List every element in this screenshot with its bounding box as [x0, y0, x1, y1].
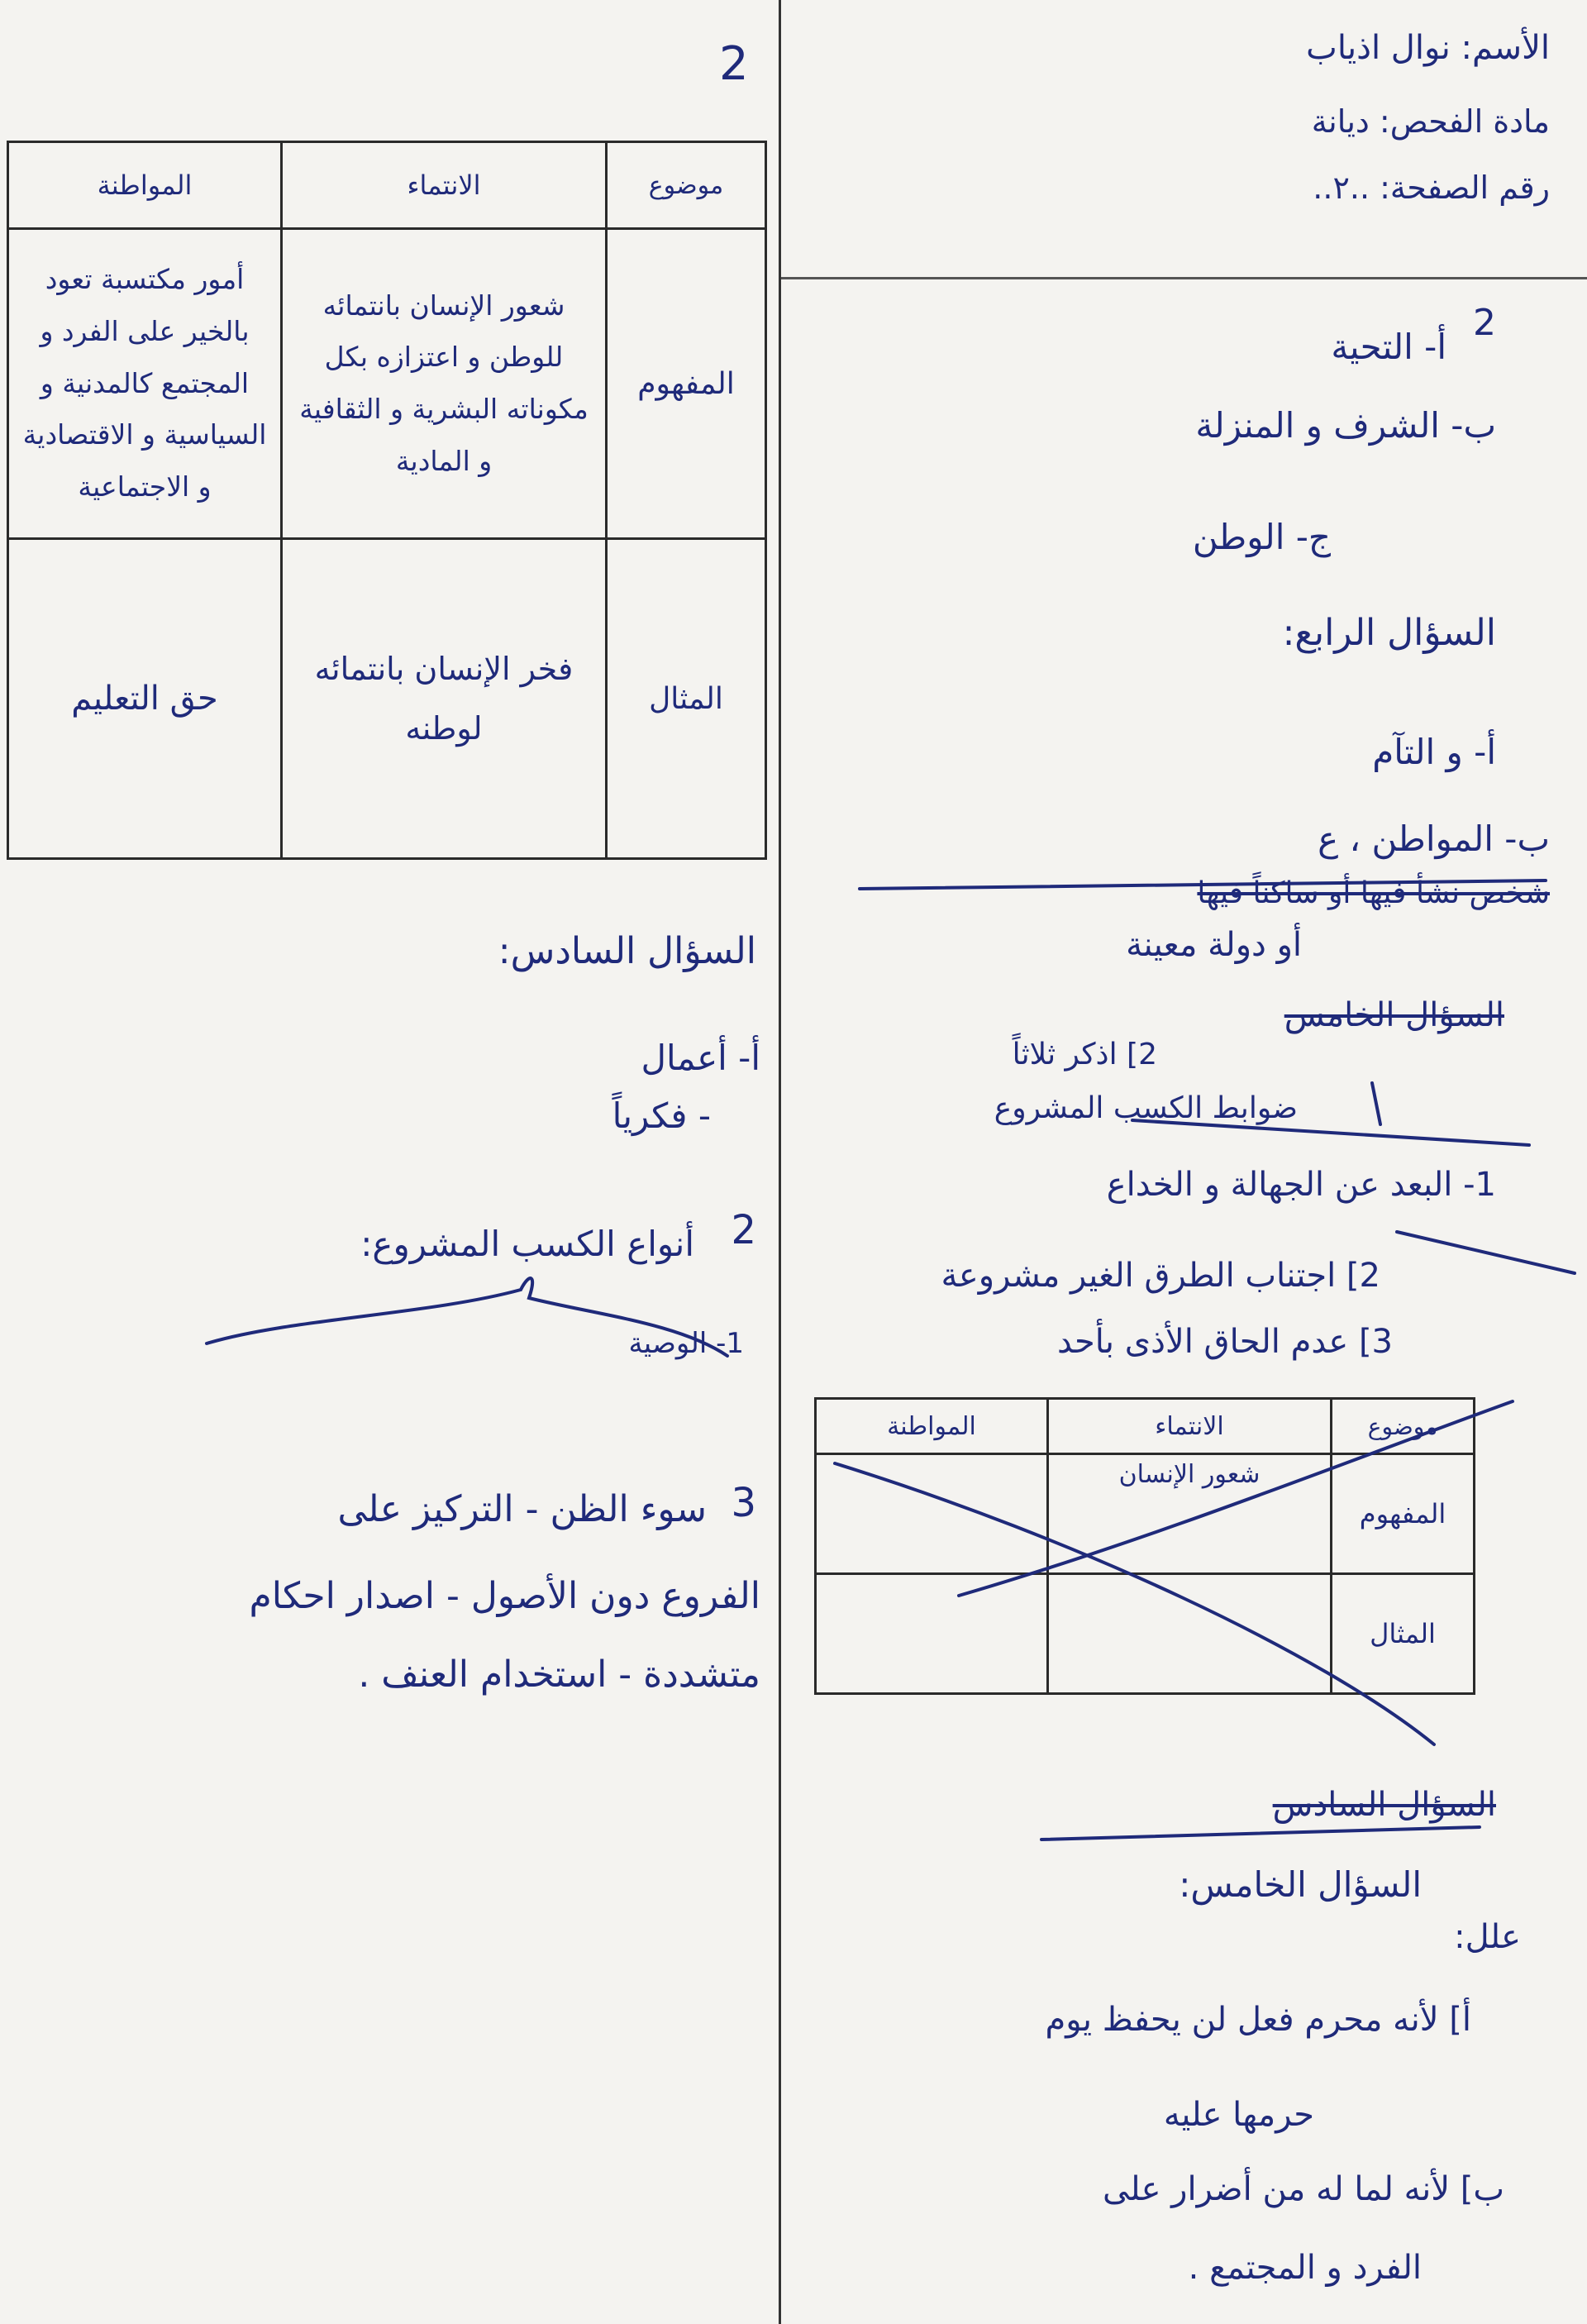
comparison-table [7, 141, 767, 860]
crossed-row-intima: شعور الإنسان [1048, 1454, 1332, 1574]
crossed-row-label: المثال [1332, 1574, 1475, 1694]
crossed-row-intima [1048, 1574, 1332, 1694]
column-divider [779, 0, 781, 2324]
q5-marks: 2] اذكر ثلاثاً [1012, 1038, 1157, 1071]
cell-intima-example: فخر الإنسان بانتمائه لوطنه [282, 539, 607, 859]
left-section-mark: 2 [719, 37, 749, 91]
q5b-title: السؤال الخامس: [1179, 1864, 1422, 1905]
q5-struck-title: السؤال الخامس [1284, 996, 1504, 1034]
crossed-header-muwatana: المواطنة [816, 1399, 1048, 1454]
q3-line-2: الفروع دون الأصول - اصدار احكام [249, 1575, 760, 1617]
q4-struck-text: شخص نشأ فيها أو ساكناً فيها [1197, 876, 1550, 910]
q3-line-3: متشددة - استخدام العنف . [358, 1654, 760, 1696]
q4-title: السؤال الرابع: [1282, 612, 1496, 654]
section-mark: 2 [1473, 302, 1496, 344]
q4-answer-a: أ- و التآم [1372, 732, 1496, 772]
student-name: الأسم: نوال اذياب [1306, 29, 1550, 67]
crossed-header-intima: الانتماء [1048, 1399, 1332, 1454]
types-title: أنواع الكسب المشروع: [360, 1224, 694, 1264]
cell-intima-concept: شعور الإنسان بانتمائه للوطن و اعتزازه بكل مكوناته البشرية و الثقافية و المادية [282, 229, 607, 539]
row-label-example: المثال [607, 539, 766, 859]
q4-continuation: أو دولة معينة [1126, 926, 1302, 964]
table-header-intima: الانتماء [282, 142, 607, 229]
q5-item-1: 1- البعد عن الجهالة و الخداع [1106, 1166, 1496, 1204]
crossed-row-muwatana [816, 1574, 1048, 1694]
q6-answer-a: أ- أعمال [641, 1038, 760, 1078]
crossed-out-table [814, 1397, 1475, 1695]
header-rule [781, 277, 1587, 279]
answer-a: أ- التحية [1331, 327, 1446, 367]
q3-mark: 3 [731, 1480, 756, 1526]
q6-mark: 2 [731, 1207, 756, 1253]
answer-c: ج- الوطن [1192, 517, 1331, 557]
crossed-row-muwatana [816, 1454, 1048, 1574]
q5b-answer-a: أ] لأنه محرم فعل لن يحفظ يوم [1045, 2001, 1471, 2039]
table-header-muwatana: المواطنة [8, 142, 282, 229]
q5-subtitle: ضوابط الكسب المشروع [994, 1091, 1298, 1125]
tick-stroke [1397, 1232, 1575, 1273]
crossed-row-label: المفهوم [1332, 1454, 1475, 1574]
answer-b: ب- الشرف و المنزلة [1195, 405, 1496, 446]
page-number: رقم الصفحة: ..٢.. [1313, 169, 1550, 206]
types-item-1: 1- الوصية [628, 1327, 744, 1360]
strike-line [1041, 1827, 1480, 1840]
q5-item-2: 2] اجتناب الطرق الغير مشروعة [941, 1257, 1380, 1295]
q6-struck-title: السؤال السادس [1272, 1786, 1496, 1824]
q3-line-1: سوء الظن - التركيز على [337, 1488, 707, 1530]
q5b-answer-a-cont: حرمها عليه [1163, 2096, 1314, 2134]
q6-title: السؤال السادس: [498, 930, 756, 972]
q5b-mark: علل: [1454, 1918, 1521, 1956]
cell-muwatana-example: حق التعليم [8, 539, 282, 859]
brace-stroke [1372, 1083, 1380, 1124]
q5-item-3: 3] عدم الحاق الأذى بأحد [1057, 1323, 1393, 1361]
table-header-topic: موضوع [607, 142, 766, 229]
cell-muwatana-concept: أمور مكتسبة تعود بالخير على الفرد و المجتمع كالمدنية و السياسية و الاقتصادية و الاجتماعية [8, 229, 282, 539]
q5b-answer-b-cont: الفرد و المجتمع . [1188, 2249, 1422, 2287]
q6-answer-b: - فكرياً [612, 1095, 711, 1136]
q4-answer-b: ب- المواطن ، ع [1318, 818, 1550, 859]
exam-subject: مادة الفحص: ديانة [1311, 103, 1550, 140]
crossed-header-topic: موضوع [1332, 1399, 1475, 1454]
row-label-concept: المفهوم [607, 229, 766, 539]
q5b-answer-b: ب] لأنه لما له من أضرار على [1103, 2170, 1504, 2208]
